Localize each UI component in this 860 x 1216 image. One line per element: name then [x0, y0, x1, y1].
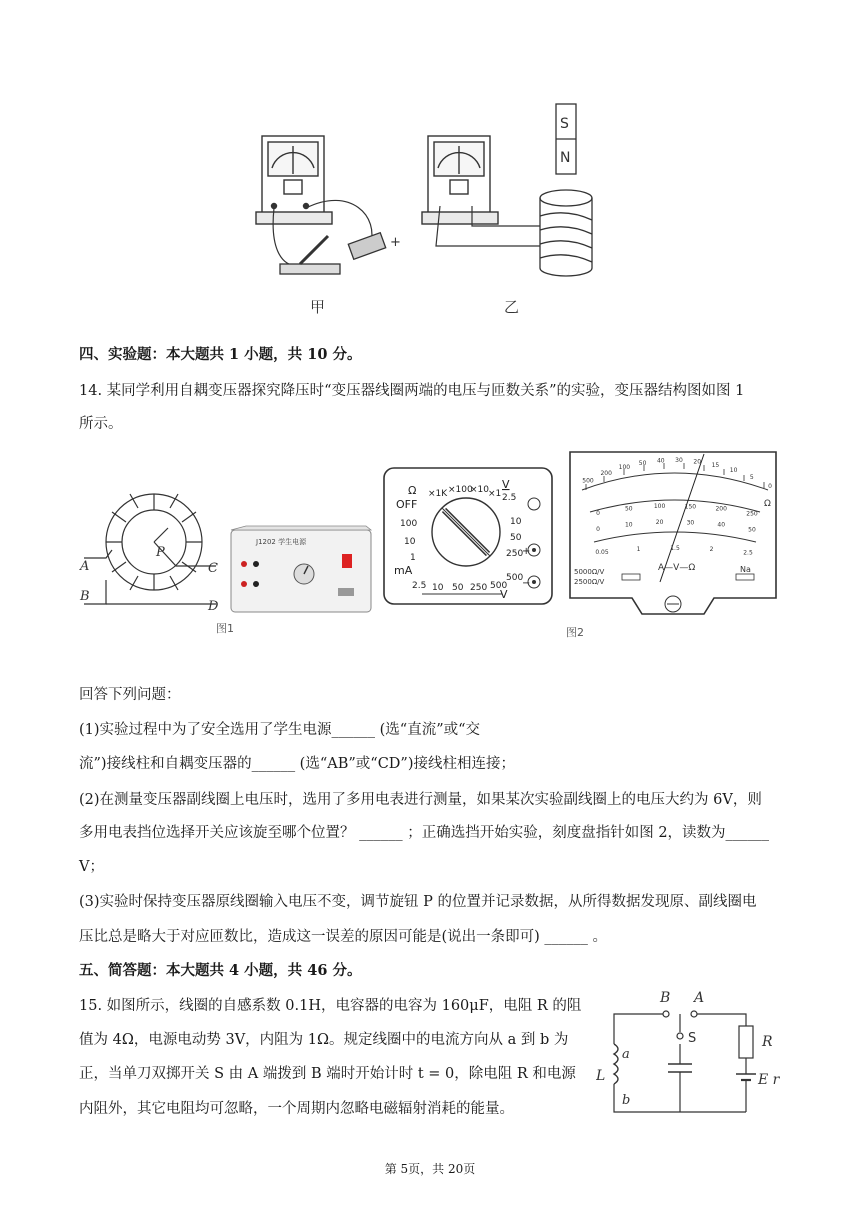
dcv-50: 50 [510, 533, 522, 543]
section-5-heading: 五、简答题：本大题共 4 小题，共 46 分。 [79, 962, 362, 979]
q14-part3-line1: (3)实验时保持变压器原线圈输入电压不变，调节旋钮 P 的位置并记录数据，从所得数据发现原、副线圈电 [79, 894, 757, 910]
circuit-label-l: L [596, 1068, 606, 1084]
q14-part1-line1: (1)实验过程中为了安全选用了学生电源______ (选“直流”或“交 [79, 722, 481, 738]
multimeter-selector [382, 466, 554, 606]
q15-line3: 正，当单刀双掷开关 S 由 A 端拨到 B 端时开始计时 t = 0，除电阻 R 和电源 [79, 1066, 576, 1082]
magnet-n: N [560, 150, 571, 166]
ohm-scale-label: 5 [749, 473, 754, 481]
galvanometer-right [422, 136, 498, 224]
figure-1 [76, 470, 376, 640]
acv-10: 10 [432, 583, 444, 593]
galvanometer-left [256, 136, 332, 224]
ohm-range-1: ×1 [488, 489, 502, 499]
switch-and-battery [280, 233, 386, 274]
label-c: C [208, 561, 218, 576]
circuit-label-s: S [688, 1031, 697, 1046]
q15-line4: 内阻外，其它电阻均可忽略，一个周期内忽略电磁辐射消耗的能量。 [79, 1101, 514, 1117]
student-power-supply [231, 526, 371, 612]
ohm-range-100: ×100 [448, 485, 473, 495]
supply-name: J1202 学生电源 [256, 538, 307, 546]
circuit-label-b: B [660, 990, 671, 1006]
low-scale-label: 1 [636, 546, 641, 553]
circuit-label-b-lower: b [622, 1093, 631, 1108]
dc-scale-top-label: 200 [715, 505, 727, 513]
low-scale-label: 2 [709, 546, 714, 554]
selector-ohm: Ω [408, 484, 417, 497]
fig1-caption: 图1 [216, 622, 234, 635]
circuit-label-r: R [762, 1034, 773, 1050]
na-label: Na [740, 565, 751, 574]
low-scale-label: 1.5 [670, 545, 680, 552]
q14-part3-line2: 压比总是略大于对应匝数比，造成这一误差的原因可能是(说出一条即可) ______ 。 [79, 929, 608, 945]
dc-scale-top-label: 150 [684, 503, 697, 511]
solenoid-coil [540, 190, 592, 276]
q14-line1: 14. 某同学利用自耦变压器探究降压时“变压器线圈两端的电压与匝数关系”的实验，变压器结构图如图 1 [79, 383, 745, 399]
terminal-plus: + [522, 546, 531, 557]
ohm-scale-label: 100 [618, 463, 631, 471]
terminal-minus: − [522, 578, 531, 589]
q14-part1-line2: 流”)接线柱和自耦变压器的______ (选“AB”或“CD”)接线柱相连接； [79, 756, 515, 772]
dc-scale-bottom-label: 50 [748, 526, 756, 534]
acv-250: 250 [470, 583, 488, 593]
dc-scale-bottom-label: 40 [717, 521, 726, 529]
ohm-scale-label: 10 [729, 466, 738, 474]
dc-scale-bottom-label: 10 [624, 521, 633, 529]
dc-scale-bottom-label: 0 [596, 525, 600, 533]
ma-1: 1 [410, 553, 416, 563]
acv-500: 500 [490, 581, 508, 591]
ohm-scale-label: 200 [600, 469, 612, 477]
ma-10: 10 [404, 537, 416, 547]
acv-2-5: 2.5 [412, 581, 427, 591]
dcv-250: 250 [506, 549, 524, 559]
dc-scale-top-label: 50 [624, 505, 633, 513]
q14-line2: 所示。 [79, 416, 123, 432]
caption-yi: 乙 [504, 298, 520, 316]
dcv-10: 10 [510, 517, 522, 527]
sens-5000: 5000Ω/V [574, 568, 605, 576]
autotransformer-diagram [84, 494, 216, 604]
label-b: B [80, 589, 90, 604]
sens-2500: 2500Ω/V [574, 578, 605, 586]
section-4-heading: 四、实验题：本大题共 1 小题，共 10 分。 [79, 346, 362, 363]
ohm-scale-label: 20 [693, 458, 702, 466]
ohm-scale-label: 40 [656, 457, 665, 465]
ohm-scale-label: 500 [582, 477, 594, 485]
selector-dcv: V [502, 478, 510, 491]
selector-off: OFF [396, 498, 418, 511]
q15-line2: 值为 4Ω，电源电动势 3V，内阻为 1Ω。规定线圈中的电流方向从 a 到 b 为 [79, 1032, 569, 1048]
selector-ma: mA [394, 564, 413, 577]
magnet-s: S [560, 116, 569, 132]
dcv-500: 500 [506, 573, 524, 583]
circuit-label-a: A [694, 990, 705, 1006]
dc-scale-bottom-label: 20 [655, 519, 664, 527]
low-scale-label: 0.05 [595, 549, 609, 557]
label-p: P [156, 545, 165, 560]
page-footer: 第 5页，共 20页 [384, 1162, 476, 1176]
q14-part2-line1: (2)在测量变压器副线圈上电压时，选用了多用电表进行测量，如果某次实验副线圈上的电压大约为 6V，则 [79, 792, 762, 808]
acv-50: 50 [452, 583, 464, 593]
ohm-range-1k: ×1K [428, 489, 448, 499]
q15-line1: 15. 如图所示，线圈的自感系数 0.1H，电容器的电容为 160μF，电阻 R 的阻 [79, 998, 582, 1014]
ma-100: 100 [400, 519, 418, 529]
dial-center-label: A—V—Ω [658, 563, 696, 573]
q14-prompt: 回答下列问题： [79, 687, 181, 703]
ohm-scale-label: 50 [638, 459, 647, 467]
label-d: D [208, 599, 219, 614]
dc-scale-bottom-label: 30 [686, 519, 695, 527]
dc-scale-top-label: 0 [596, 509, 600, 517]
multimeter-dial [564, 450, 782, 640]
ohm-range-10: ×10 [470, 485, 489, 495]
label-a: A [80, 559, 90, 574]
caption-jia: 甲 [310, 298, 326, 316]
dc-scale-top-label: 250 [746, 510, 758, 518]
ohm-scale-label: 0 [768, 482, 772, 490]
dial-ohm-symbol: Ω [764, 499, 771, 509]
ohm-scale-label: 30 [675, 457, 683, 465]
lc-circuit-diagram [596, 984, 792, 1124]
low-scale-label: 2.5 [743, 549, 753, 557]
galvanometer-figures [240, 96, 620, 326]
q14-part2-line2: 多用电表挡位选择开关应该旋至哪个位置？ ______ ；正确选挡开始实验，刻度盘指针如图 2，读数为______ [79, 825, 770, 841]
fig2-caption: 图2 [566, 626, 584, 639]
circuit-label-a-lower: a [622, 1047, 630, 1062]
dcv-2-5: 2.5 [502, 493, 517, 503]
circuit-label-er: E r [758, 1072, 780, 1088]
selector-acv: V [500, 588, 508, 601]
plus-sign: + [390, 235, 401, 250]
q14-part2-line3: V； [79, 859, 104, 875]
ohm-scale-label: 15 [711, 461, 720, 469]
dc-scale-top-label: 100 [653, 503, 666, 511]
